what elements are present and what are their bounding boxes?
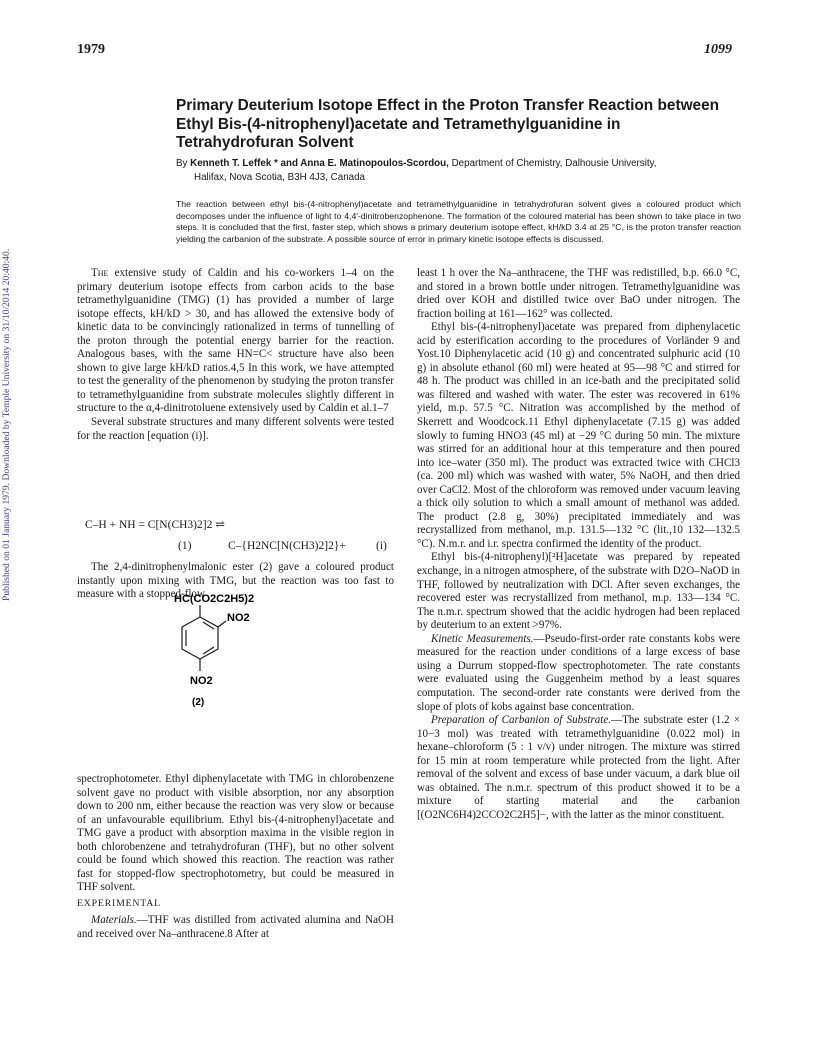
paragraph-carbanion-preparation	[417, 714, 740, 822]
kinetic-body: —Pseudo-first-order rate constants kobs were measured for the reaction under conditions of a large excess of base using a Durrum stopped-flow spectrophotometer. The rate constants were evaluated using the Guggenheim method by a least squares computation. The second-order rate constants were derived from the slope of plots of kobs against base concentration.	[417, 632, 740, 713]
benzene-ring	[182, 617, 218, 659]
paragraph-thf-distillation: least 1 h over the Na–anthracene, the THF was redistilled, b.p. 66.0 °C, and stored in a brown bottle under nitrogen. Tetramethylguanidine was dried over KOH and distilled twice over BaO under nitrogen. The fraction boiling at 161—162° was collected.	[417, 267, 740, 320]
affiliation: Department of Chemistry, Dalhousie University,	[448, 158, 657, 169]
equation-line-2: C–{H2NC[N(CH3)2]2}+	[228, 540, 346, 552]
compound-number: (2)	[192, 697, 205, 708]
intro-paragraph	[77, 267, 394, 416]
carbanion-body: —The substrate ester (1.2 × 10−3 mol) was treated with tetramethylguanidine (0.022 mol) in hexane–chloroform (5 : 1 v/v) under nitrogen. The mixture was stirred for 15 min at room temperature while protected from the light. After removal of the solvent and excess of base under vacuum, a dark blue oil was obtained. The n.m.r. spectrum of this product showed it to be a mixture of starting material and the carbanion [(O2NC6H4)2CCO2C2H5]−, with the latter as the minor constituent.	[417, 714, 740, 821]
compound-2-structure	[150, 591, 300, 711]
affiliation-address: Halifax, Nova Scotia, B3H 4J3, Canada	[194, 171, 365, 183]
kinetic-heading: Kinetic Measurements.	[431, 632, 534, 645]
paragraph-materials	[77, 914, 394, 941]
carbanion-heading: Preparation of Carbanion of Substrate.	[431, 714, 612, 727]
left-column-upper	[77, 267, 394, 443]
materials-body: —THF was distilled from activated alumina and NaOH and received over Na–anthracene.8 After at	[77, 914, 394, 940]
materials-heading: Materials.	[91, 914, 137, 926]
paragraph-deuterated-ester: Ethyl bis-(4-nitrophenyl)[²H]acetate was prepared by repeated exchange, in a nitrogen atmosphere, of the substrate with D2O–NaOD in THF, followed by neutralization with DCl. After seven exchanges, the recovered ester was recrystallized from methanol, m.p. 133—134 °C. The n.m.r. spectrum showed that the acidic hydrogen had been replaced by deuterium to an extent >97%.	[417, 551, 740, 632]
authors-prefix: By	[176, 158, 191, 169]
paragraph-ester-preparation: Ethyl bis-(4-nitrophenyl)acetate was prepared from diphenylacetic acid by esterification according to the procedures of Vorländer 9 and Yost.10 Diphenylacetic acid (10 g) and concentrated sulphuric acid (10 g) in absolute ethanol (60 ml) were heated at 95—98 °C and stirred for 48 h. The product was chilled in an ice-bath and the precipitated solid was filtered and washed with water. The ester was recovered in 61% yield, m.p. 57.5 °C. Nitration was accomplished by the method of Skerrett and Woodcock.11 Ethyl diphenylacetate (7.15 g) was added slowly to fuming HNO3 (45 ml) at −29 °C during 50 min. The mixture was stirred for an additional hour at this temperature and then poured into ice–water (350 ml). The product was extracted twice with CHCl3 (ca. 200 ml) which was washed with water, 5% NaOH, and then dried over CaCl2. Most of the chloroform was removed under vacuum leaving a thick oily solution to which a small amount of methanol was added. The product (2.8 g, 30%) precipitated immediately and was recrystallized from methanol, m.p. 131.5—132 °C (lit.,10 132—132.5 °C). N.m.r. and i.r. spectra confirmed the identity of the product.	[417, 321, 740, 550]
authors: Kenneth T. Leffek * and Anna E. Matinopoulos-Scordou,	[190, 158, 449, 169]
left-column-lower	[77, 773, 394, 895]
byline	[176, 157, 741, 184]
materials-text	[77, 914, 394, 941]
benzene-double-bond	[203, 647, 214, 654]
malonic-ester-text: The 2,4-dinitrophenylmalonic ester (2) gave a coloured product instantly upon mixing with TMG, but the reaction was too fast to measure with a stopped-flow	[77, 561, 394, 601]
equation-compound-label: (1)	[178, 540, 192, 552]
paragraph-spectrophotometer: spectrophotometer. Ethyl diphenylacetate with TMG in chlorobenzene solvent gave no product with visible absorption, nor any absorption down to 200 nm, either because the reaction was very slow or because of an unfavourable equilibrium. Ethyl bis-(4-nitrophenyl)acetate and TMG gave a product with absorption maxima in the visible region in both chlorobenzene and tetrahydrofuran (THF), but no other solvent could be found which showed this reaction. The reaction was rather fast for stopped-flow spectrophotometry, but could be measured in THF solvent.	[77, 773, 394, 894]
intro-text: extensive study of Caldin and his co-workers 1–4 on the primary deuterium isotope effects from carbon acids to the base tetramethylguanidine (TMG) (1) has provided a number of large isotope effects, kH/kD > 30, and has allowed the extensive body of kinetic data to be convincingly rationalized in terms of tunnelling of the proton through the potential energy barrier for the reaction. Analogous bases, with the same HN=C< structure have also been shown to give large kH/kD ratios.4,5 In this work, we have attempted to test the generality of the phenomenon by studying the proton transfer to tetramethylguanidine from substrate molecules slightly different in structure to the α,4-dinitrotoluene extensively used by Caldin et al.1–7	[77, 267, 394, 415]
section-heading-experimental: EXPERIMENTAL	[77, 898, 161, 909]
right-column	[417, 267, 740, 822]
intro-lead-word: The	[91, 267, 109, 279]
structure-top-label: HC(CO2C2H5)2	[174, 593, 255, 605]
structure-bottom-label: NO2	[190, 675, 213, 687]
paragraph-substrates: Several substrate structures and many different solvents were tested for the reaction [equation (i)].	[77, 416, 394, 442]
abstract: The reaction between ethyl bis-(4-nitrophenyl)acetate and tetramethylguanidine in tetrahydrofuran solvent gives a coloured product which decomposes under the influence of light to 4,4′-dinitrobenzophenone. The formation of the coloured material has been shown to take place in two steps. It is concluded that the first, faster step, which shows a primary deuterium isotope effect, kH/kD 3.4 at 25 °C, is the proton transfer reaction yielding the carbanion of the substrate. A possible source of error in primary kinetic isotope effects is discussed.	[176, 199, 741, 245]
paragraph-kinetic-measurements	[417, 633, 740, 714]
structure-nitro-label: NO2	[227, 612, 250, 624]
equation-number: (i)	[376, 540, 387, 552]
benzene-double-bond	[203, 622, 214, 629]
article-title: Primary Deuterium Isotope Effect in the Proton Transfer Reaction between Ethyl Bis-(4-nitrophenyl)acetate and Tetramethylguanidine in Tetrahydrofuran Solvent	[176, 97, 720, 151]
structure-bond-nitro	[218, 621, 226, 627]
equation-line-1: C–H + NH = C[N(CH3)2]2 ⇌	[85, 519, 225, 531]
page-number: 1099	[704, 42, 732, 57]
journal-year: 1979	[77, 42, 105, 57]
download-notice-sidebar: Published on 01 January 1979. Downloaded by Temple University on 31/10/2014 20:40:40.	[1, 248, 12, 602]
